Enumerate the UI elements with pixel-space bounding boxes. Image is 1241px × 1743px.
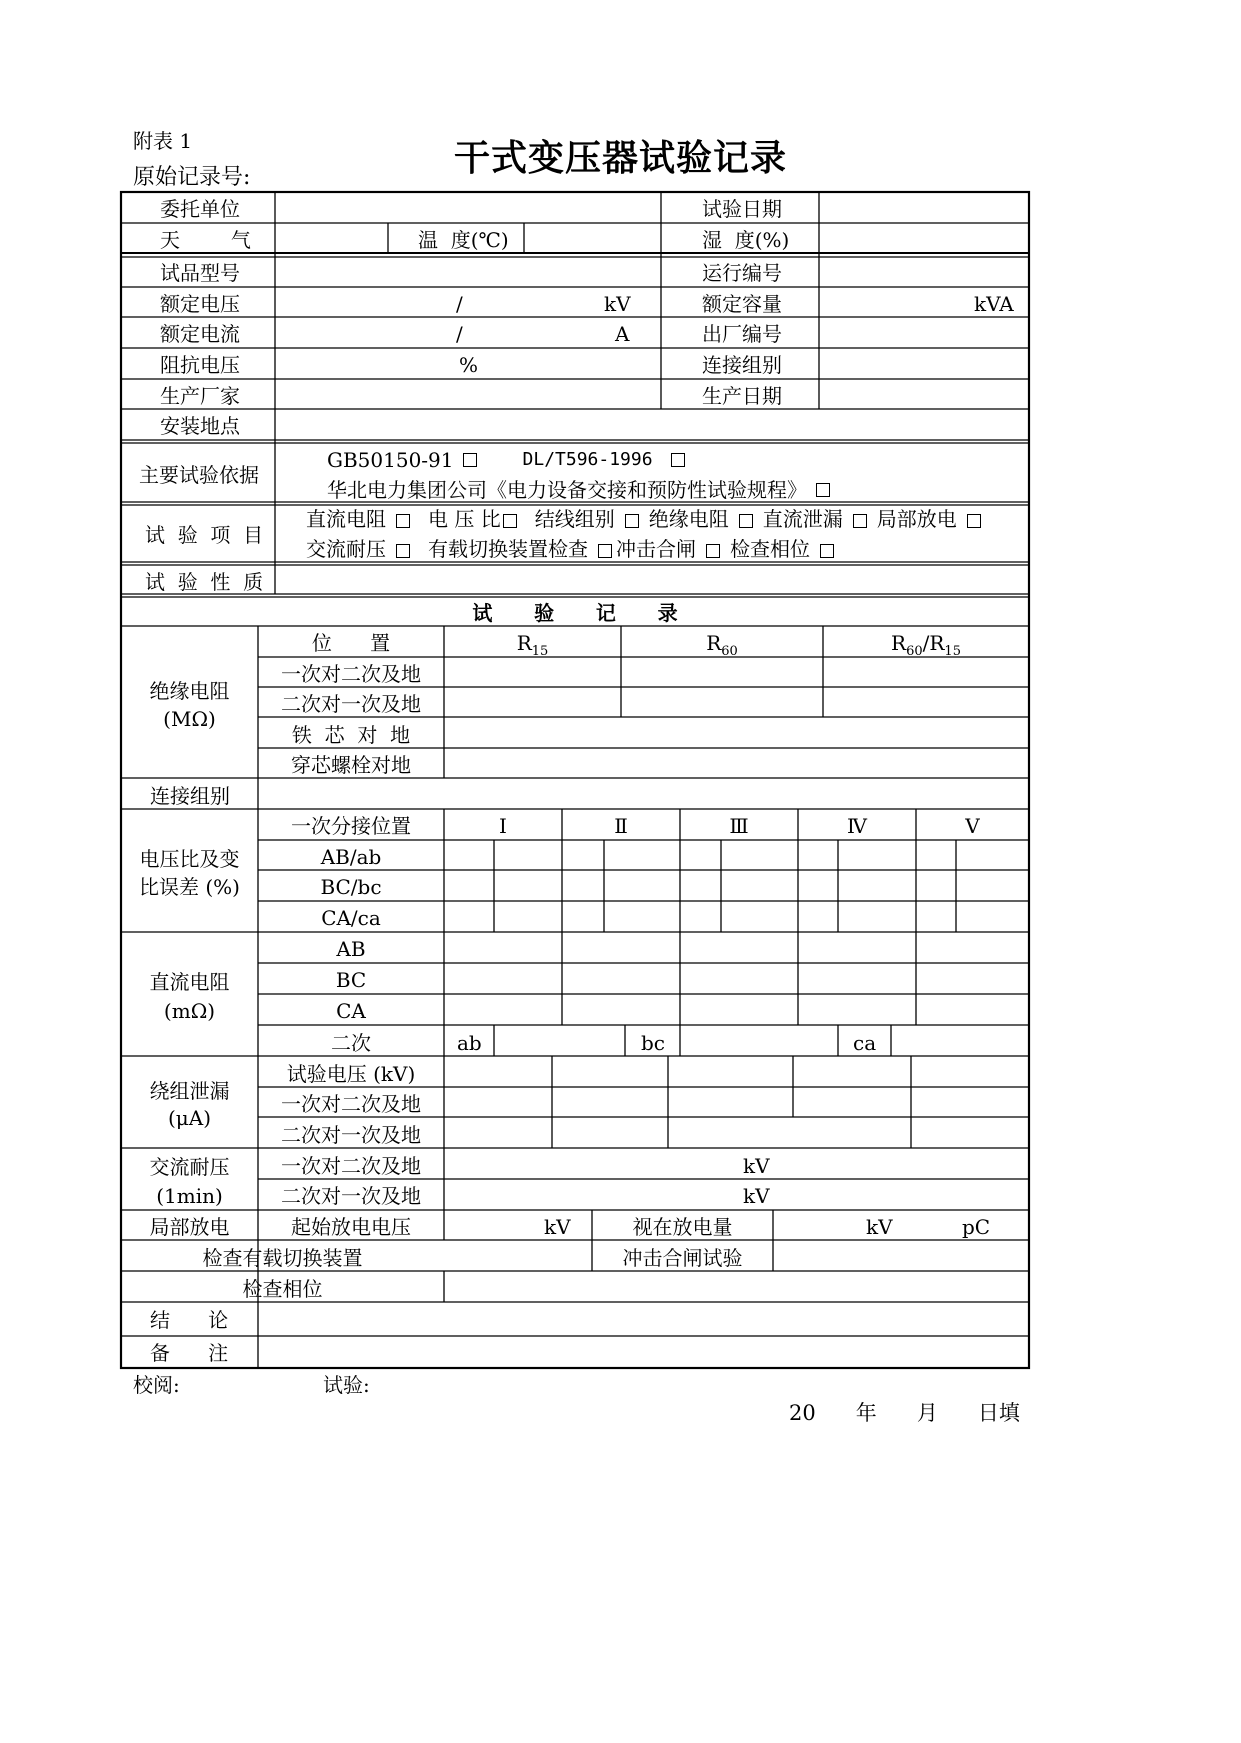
ratio-header: $R_{60}/R_{15}$ xyxy=(891,631,961,659)
pd-apparent-kv-unit: kV xyxy=(866,1215,893,1239)
insulation-unit: (MΩ) xyxy=(163,707,216,731)
test-items-row2 xyxy=(306,539,837,559)
rated-voltage-label: 额定电压 xyxy=(160,292,240,316)
rated-current-slash: / xyxy=(456,322,463,346)
item-oltc-check: 有载切换装置检查 xyxy=(428,537,588,561)
test-items-row1 xyxy=(306,509,984,529)
position-header: 位 置 xyxy=(311,631,391,655)
item-dc-leakage: 直流泄漏 xyxy=(762,507,843,531)
checkbox-dc-resistance[interactable] xyxy=(396,514,410,528)
tap-3: Ⅲ xyxy=(729,814,749,838)
leakage-row-2: 二次对一次及地 xyxy=(281,1123,421,1147)
item-ac-withstand: 交流耐压 xyxy=(306,537,386,561)
test-items-label: 试 验 项 目 xyxy=(145,523,264,547)
rated-capacity-label: 额定容量 xyxy=(702,292,782,316)
page-title: 干式变压器试验记录 xyxy=(453,138,787,179)
factory-number-label: 出厂编号 xyxy=(702,322,782,346)
basis-line-2 xyxy=(327,480,836,500)
run-number-label: 运行编号 xyxy=(702,261,782,285)
tap-2: Ⅱ xyxy=(614,814,628,838)
dcr-secondary-ca: ca xyxy=(853,1031,877,1055)
ac-row-2: 二次对一次及地 xyxy=(281,1184,421,1208)
model-label: 试品型号 xyxy=(160,261,240,285)
connection-group-label: 连接组别 xyxy=(702,353,782,377)
appendix-label: 附表 1 xyxy=(133,129,193,153)
checkbox-wiring-group[interactable] xyxy=(625,514,639,528)
dcr-unit: (mΩ) xyxy=(163,999,216,1023)
ratio-label-2: 比误差 (%) xyxy=(139,875,240,899)
ratio-row-ca: CA/ca xyxy=(321,906,381,930)
checkbox-impact-closing[interactable] xyxy=(706,544,720,558)
impact-closing-label: 冲击合闸试验 xyxy=(622,1246,743,1270)
ac-row-2-unit: kV xyxy=(743,1184,770,1208)
review-label: 校阅: xyxy=(133,1373,180,1397)
insulation-row-4: 穿芯螺栓对地 xyxy=(291,753,411,777)
dcr-row-ab: AB xyxy=(336,937,366,961)
checkbox-dc-leakage[interactable] xyxy=(853,514,867,528)
r15-header: $R_{15}$ xyxy=(516,631,549,659)
rated-capacity-unit: kVA xyxy=(974,292,1014,316)
ac-withstand-label: 交流耐压 xyxy=(149,1155,230,1179)
tap-4: Ⅳ xyxy=(847,814,867,838)
impedance-voltage-unit: % xyxy=(459,353,479,377)
phase-check-label: 检查相位 xyxy=(242,1277,323,1301)
item-impact-closing: 冲击合闸 xyxy=(616,537,696,561)
basis-line-1 xyxy=(327,450,691,470)
install-site-label: 安装地点 xyxy=(160,414,240,438)
checkbox-dl[interactable] xyxy=(671,453,685,467)
item-insulation: 绝缘电阻 xyxy=(648,507,729,531)
checkbox-insulation[interactable] xyxy=(739,514,753,528)
manufacturer-label: 生产厂家 xyxy=(160,384,240,408)
ratio-row-ab: AB/ab xyxy=(320,845,382,869)
rated-voltage-slash: / xyxy=(456,292,463,316)
test-record-heading: 试 验 记 录 xyxy=(472,601,678,625)
checkbox-gb[interactable] xyxy=(463,453,477,467)
humidity-label: 湿 度(%) xyxy=(702,228,790,252)
pd-start-voltage-label: 起始放电电压 xyxy=(291,1215,411,1239)
remark-label: 备 注 xyxy=(150,1341,229,1365)
pd-start-voltage-unit: kV xyxy=(544,1215,571,1239)
ac-row-1: 一次对二次及地 xyxy=(281,1154,421,1178)
temperature-label: 温 度(℃) xyxy=(418,228,509,252)
test-date-label: 试验日期 xyxy=(702,197,782,221)
checkbox-huabei[interactable] xyxy=(816,483,830,497)
pd-apparent-label: 视在放电量 xyxy=(632,1215,733,1239)
item-dc-resistance: 直流电阻 xyxy=(306,507,386,531)
tap-1: I xyxy=(499,814,507,838)
dcr-secondary-ab: ab xyxy=(457,1031,482,1055)
insulation-label: 绝缘电阻 xyxy=(149,679,230,703)
dcr-secondary-bc: bc xyxy=(641,1031,666,1055)
rated-current-unit: A xyxy=(615,322,630,346)
dcr-secondary-label: 二次 xyxy=(331,1031,371,1055)
tap-5: V xyxy=(965,814,980,838)
insulation-row-2: 二次对一次及地 xyxy=(281,692,421,716)
basis-dl: DL/T596-1996 xyxy=(522,449,653,470)
item-phase-check: 检查相位 xyxy=(730,537,810,561)
item-wiring-group: 结线组别 xyxy=(534,507,615,531)
test-nature-label: 试 验 性 质 xyxy=(145,570,264,594)
oltc-check-label: 检查有载切换装置 xyxy=(202,1246,363,1270)
checkbox-partial-discharge[interactable] xyxy=(967,514,981,528)
client-label: 委托单位 xyxy=(160,197,240,221)
pd-label: 局部放电 xyxy=(149,1215,230,1239)
rated-current-label: 额定电流 xyxy=(160,322,240,346)
impedance-voltage-label: 阻抗电压 xyxy=(160,353,240,377)
checkbox-ac-withstand[interactable] xyxy=(396,544,410,558)
basis-gb: GB50150-91 xyxy=(327,448,454,472)
item-voltage-ratio: 电 压 比 xyxy=(428,507,501,531)
weather-label: 天 气 xyxy=(160,228,251,252)
production-date-label: 生产日期 xyxy=(702,384,782,408)
rated-voltage-unit: kV xyxy=(604,292,631,316)
dcr-row-ca: CA xyxy=(336,999,366,1023)
checkbox-phase-check[interactable] xyxy=(820,544,834,558)
fill-date: 20 年 月 日填 xyxy=(789,1401,1020,1425)
item-partial-discharge: 局部放电 xyxy=(876,507,957,531)
r60-header: $R_{60}$ xyxy=(706,631,738,659)
ac-row-1-unit: kV xyxy=(743,1154,770,1178)
dcr-row-bc: BC xyxy=(335,968,367,992)
record-number-label: 原始记录号: xyxy=(133,165,251,190)
checkbox-voltage-ratio[interactable] xyxy=(503,514,517,528)
ac-withstand-duration: (1min) xyxy=(156,1184,223,1208)
insulation-row-3: 铁 芯 对 地 xyxy=(291,723,411,747)
connection-group-row-label: 连接组别 xyxy=(150,784,230,808)
dcr-label: 直流电阻 xyxy=(149,970,230,994)
pd-apparent-pc-unit: pC xyxy=(962,1215,991,1239)
basis-huabei: 华北电力集团公司《电力设备交接和预防性试验规程》 xyxy=(327,478,807,502)
main-basis-label: 主要试验依据 xyxy=(139,463,259,487)
leakage-unit: (μA) xyxy=(167,1106,212,1130)
leakage-row-voltage: 试验电压 (kV) xyxy=(286,1062,416,1086)
insulation-row-1: 一次对二次及地 xyxy=(281,662,421,686)
tap-position-label: 一次分接位置 xyxy=(291,814,411,838)
ratio-row-bc: BC/bc xyxy=(320,875,382,899)
ratio-label-1: 电压比及变 xyxy=(139,847,240,871)
conclusion-label: 结 论 xyxy=(150,1308,229,1332)
leakage-row-1: 一次对二次及地 xyxy=(281,1092,421,1116)
tester-label: 试验: xyxy=(323,1373,370,1397)
checkbox-oltc-check[interactable] xyxy=(598,544,612,558)
leakage-label: 绕组泄漏 xyxy=(149,1079,230,1103)
